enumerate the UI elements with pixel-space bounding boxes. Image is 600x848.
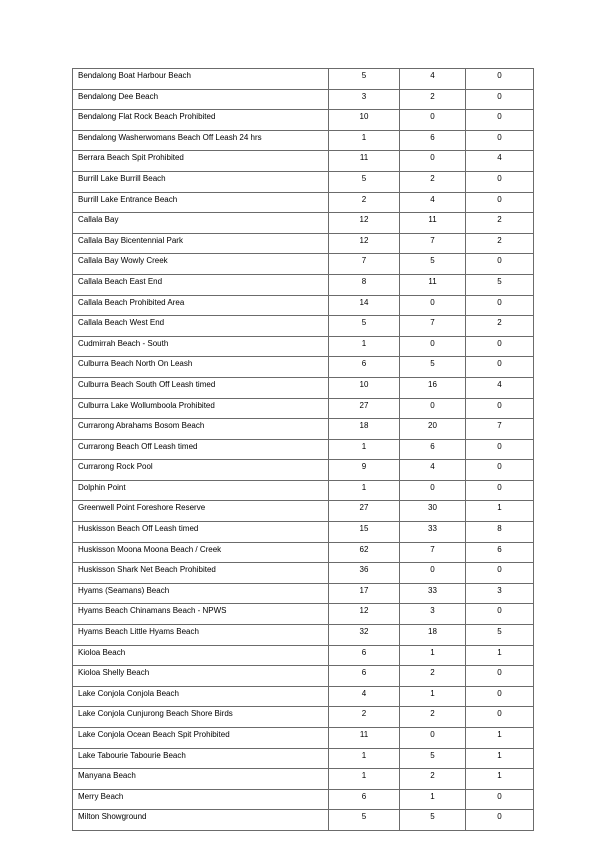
value-cell-2: 0 xyxy=(400,480,466,501)
value-cell-2: 7 xyxy=(400,542,466,563)
location-name-cell: Culburra Lake Wollumboola Prohibited xyxy=(73,398,329,419)
value-cell-3: 0 xyxy=(466,480,534,501)
value-cell-3: 6 xyxy=(466,542,534,563)
value-cell-2: 11 xyxy=(400,213,466,234)
value-cell-2: 33 xyxy=(400,583,466,604)
value-cell-3: 0 xyxy=(466,707,534,728)
location-name-cell: Burrill Lake Burrill Beach xyxy=(73,171,329,192)
value-cell-2: 1 xyxy=(400,789,466,810)
value-cell-2: 1 xyxy=(400,645,466,666)
location-name-cell: Bendalong Washerwomans Beach Off Leash 24 hrs xyxy=(73,130,329,151)
table-row xyxy=(73,151,534,172)
table-row xyxy=(73,666,534,687)
value-cell-3: 4 xyxy=(466,377,534,398)
value-cell-2: 0 xyxy=(400,295,466,316)
value-cell-3: 0 xyxy=(466,357,534,378)
value-cell-3: 2 xyxy=(466,213,534,234)
location-name-cell: Bendalong Boat Harbour Beach xyxy=(73,69,329,90)
location-name-cell: Callala Beach East End xyxy=(73,274,329,295)
value-cell-2: 5 xyxy=(400,357,466,378)
location-name-cell: Culburra Beach South Off Leash timed xyxy=(73,377,329,398)
table-body xyxy=(73,69,534,831)
value-cell-2: 0 xyxy=(400,336,466,357)
value-cell-3: 0 xyxy=(466,110,534,131)
value-cell-3: 4 xyxy=(466,151,534,172)
value-cell-3: 1 xyxy=(466,728,534,749)
value-cell-3: 2 xyxy=(466,316,534,337)
location-name-cell: Hyams Beach Chinamans Beach - NPWS xyxy=(73,604,329,625)
table-row xyxy=(73,604,534,625)
value-cell-3: 0 xyxy=(466,810,534,831)
value-cell-2: 6 xyxy=(400,439,466,460)
value-cell-3: 0 xyxy=(466,789,534,810)
table-row xyxy=(73,419,534,440)
table-row xyxy=(73,336,534,357)
value-cell-1: 5 xyxy=(329,171,400,192)
value-cell-1: 2 xyxy=(329,192,400,213)
value-cell-1: 15 xyxy=(329,522,400,543)
value-cell-1: 1 xyxy=(329,769,400,790)
table-row xyxy=(73,583,534,604)
value-cell-2: 2 xyxy=(400,769,466,790)
value-cell-2: 0 xyxy=(400,728,466,749)
value-cell-2: 0 xyxy=(400,151,466,172)
value-cell-1: 1 xyxy=(329,748,400,769)
location-name-cell: Kioloa Shelly Beach xyxy=(73,666,329,687)
value-cell-1: 12 xyxy=(329,233,400,254)
value-cell-3: 2 xyxy=(466,233,534,254)
value-cell-2: 2 xyxy=(400,707,466,728)
location-name-cell: Lake Conjola Conjola Beach xyxy=(73,686,329,707)
value-cell-2: 1 xyxy=(400,686,466,707)
table-row xyxy=(73,110,534,131)
location-name-cell: Huskisson Moona Moona Beach / Creek xyxy=(73,542,329,563)
value-cell-2: 5 xyxy=(400,748,466,769)
location-name-cell: Currarong Abrahams Bosom Beach xyxy=(73,419,329,440)
value-cell-1: 2 xyxy=(329,707,400,728)
value-cell-1: 27 xyxy=(329,501,400,522)
location-name-cell: Callala Bay Wowly Creek xyxy=(73,254,329,275)
value-cell-1: 14 xyxy=(329,295,400,316)
value-cell-1: 62 xyxy=(329,542,400,563)
table-row xyxy=(73,295,534,316)
table-row xyxy=(73,69,534,90)
table-row xyxy=(73,480,534,501)
location-name-cell: Bendalong Flat Rock Beach Prohibited xyxy=(73,110,329,131)
value-cell-1: 1 xyxy=(329,130,400,151)
value-cell-1: 27 xyxy=(329,398,400,419)
value-cell-3: 0 xyxy=(466,604,534,625)
value-cell-3: 0 xyxy=(466,439,534,460)
table-row xyxy=(73,357,534,378)
value-cell-3: 0 xyxy=(466,563,534,584)
value-cell-1: 5 xyxy=(329,316,400,337)
value-cell-3: 5 xyxy=(466,274,534,295)
value-cell-2: 4 xyxy=(400,460,466,481)
value-cell-1: 6 xyxy=(329,666,400,687)
value-cell-3: 0 xyxy=(466,171,534,192)
location-name-cell: Callala Beach Prohibited Area xyxy=(73,295,329,316)
location-name-cell: Lake Tabourie Tabourie Beach xyxy=(73,748,329,769)
location-name-cell: Huskisson Beach Off Leash timed xyxy=(73,522,329,543)
value-cell-1: 10 xyxy=(329,110,400,131)
location-name-cell: Currarong Rock Pool xyxy=(73,460,329,481)
value-cell-1: 9 xyxy=(329,460,400,481)
value-cell-3: 1 xyxy=(466,748,534,769)
location-name-cell: Greenwell Point Foreshore Reserve xyxy=(73,501,329,522)
value-cell-1: 10 xyxy=(329,377,400,398)
value-cell-2: 18 xyxy=(400,625,466,646)
location-name-cell: Callala Bay Bicentennial Park xyxy=(73,233,329,254)
table-row xyxy=(73,748,534,769)
table-row xyxy=(73,439,534,460)
value-cell-1: 17 xyxy=(329,583,400,604)
value-cell-1: 6 xyxy=(329,357,400,378)
value-cell-3: 0 xyxy=(466,89,534,110)
value-cell-2: 7 xyxy=(400,233,466,254)
value-cell-1: 11 xyxy=(329,728,400,749)
value-cell-3: 0 xyxy=(466,254,534,275)
location-name-cell: Lake Conjola Ocean Beach Spit Prohibited xyxy=(73,728,329,749)
table-row xyxy=(73,625,534,646)
table-row xyxy=(73,810,534,831)
location-name-cell: Bendalong Dee Beach xyxy=(73,89,329,110)
value-cell-3: 0 xyxy=(466,686,534,707)
value-cell-1: 1 xyxy=(329,336,400,357)
value-cell-1: 6 xyxy=(329,645,400,666)
value-cell-1: 11 xyxy=(329,151,400,172)
value-cell-1: 12 xyxy=(329,213,400,234)
value-cell-3: 0 xyxy=(466,336,534,357)
location-name-cell: Lake Conjola Cunjurong Beach Shore Birds xyxy=(73,707,329,728)
value-cell-1: 3 xyxy=(329,89,400,110)
table-row xyxy=(73,686,534,707)
value-cell-3: 0 xyxy=(466,130,534,151)
location-name-cell: Huskisson Shark Net Beach Prohibited xyxy=(73,563,329,584)
table-row xyxy=(73,89,534,110)
table-row xyxy=(73,563,534,584)
value-cell-1: 5 xyxy=(329,810,400,831)
value-cell-2: 20 xyxy=(400,419,466,440)
value-cell-3: 5 xyxy=(466,625,534,646)
value-cell-2: 33 xyxy=(400,522,466,543)
value-cell-1: 18 xyxy=(329,419,400,440)
value-cell-1: 5 xyxy=(329,69,400,90)
value-cell-1: 1 xyxy=(329,439,400,460)
value-cell-2: 3 xyxy=(400,604,466,625)
location-name-cell: Burrill Lake Entrance Beach xyxy=(73,192,329,213)
value-cell-2: 0 xyxy=(400,110,466,131)
value-cell-3: 3 xyxy=(466,583,534,604)
value-cell-1: 36 xyxy=(329,563,400,584)
value-cell-3: 0 xyxy=(466,295,534,316)
location-name-cell: Currarong Beach Off Leash timed xyxy=(73,439,329,460)
table-row xyxy=(73,460,534,481)
location-name-cell: Dolphin Point xyxy=(73,480,329,501)
value-cell-3: 1 xyxy=(466,769,534,790)
value-cell-3: 1 xyxy=(466,645,534,666)
value-cell-2: 2 xyxy=(400,89,466,110)
table-row xyxy=(73,728,534,749)
location-name-cell: Milton Showground xyxy=(73,810,329,831)
value-cell-1: 1 xyxy=(329,480,400,501)
value-cell-2: 16 xyxy=(400,377,466,398)
value-cell-3: 7 xyxy=(466,419,534,440)
table-row xyxy=(73,707,534,728)
value-cell-3: 0 xyxy=(466,460,534,481)
value-cell-2: 5 xyxy=(400,810,466,831)
location-name-cell: Culburra Beach North On Leash xyxy=(73,357,329,378)
location-name-cell: Cudmirrah Beach - South xyxy=(73,336,329,357)
location-name-cell: Manyana Beach xyxy=(73,769,329,790)
value-cell-3: 0 xyxy=(466,398,534,419)
location-name-cell: Berrara Beach Spit Prohibited xyxy=(73,151,329,172)
table-row xyxy=(73,130,534,151)
beach-data-table xyxy=(72,68,534,831)
location-name-cell: Hyams (Seamans) Beach xyxy=(73,583,329,604)
table-row xyxy=(73,233,534,254)
table-row xyxy=(73,789,534,810)
value-cell-2: 0 xyxy=(400,563,466,584)
table-row xyxy=(73,274,534,295)
value-cell-1: 4 xyxy=(329,686,400,707)
value-cell-1: 32 xyxy=(329,625,400,646)
value-cell-3: 0 xyxy=(466,666,534,687)
value-cell-2: 2 xyxy=(400,171,466,192)
value-cell-2: 30 xyxy=(400,501,466,522)
value-cell-2: 2 xyxy=(400,666,466,687)
value-cell-2: 6 xyxy=(400,130,466,151)
table-row xyxy=(73,171,534,192)
location-name-cell: Kioloa Beach xyxy=(73,645,329,666)
value-cell-2: 7 xyxy=(400,316,466,337)
value-cell-2: 4 xyxy=(400,192,466,213)
value-cell-1: 7 xyxy=(329,254,400,275)
table-row xyxy=(73,542,534,563)
value-cell-3: 8 xyxy=(466,522,534,543)
table-row xyxy=(73,377,534,398)
value-cell-1: 8 xyxy=(329,274,400,295)
table-row xyxy=(73,213,534,234)
table-row xyxy=(73,522,534,543)
value-cell-2: 0 xyxy=(400,398,466,419)
table-row xyxy=(73,316,534,337)
location-name-cell: Callala Beach West End xyxy=(73,316,329,337)
location-name-cell: Merry Beach xyxy=(73,789,329,810)
value-cell-3: 0 xyxy=(466,69,534,90)
table-row xyxy=(73,254,534,275)
value-cell-1: 6 xyxy=(329,789,400,810)
table-row xyxy=(73,769,534,790)
value-cell-2: 5 xyxy=(400,254,466,275)
location-name-cell: Hyams Beach Little Hyams Beach xyxy=(73,625,329,646)
table-row xyxy=(73,398,534,419)
value-cell-3: 0 xyxy=(466,192,534,213)
table-row xyxy=(73,645,534,666)
value-cell-1: 12 xyxy=(329,604,400,625)
value-cell-2: 11 xyxy=(400,274,466,295)
value-cell-3: 1 xyxy=(466,501,534,522)
value-cell-2: 4 xyxy=(400,69,466,90)
table-row xyxy=(73,192,534,213)
location-name-cell: Callala Bay xyxy=(73,213,329,234)
table-row xyxy=(73,501,534,522)
